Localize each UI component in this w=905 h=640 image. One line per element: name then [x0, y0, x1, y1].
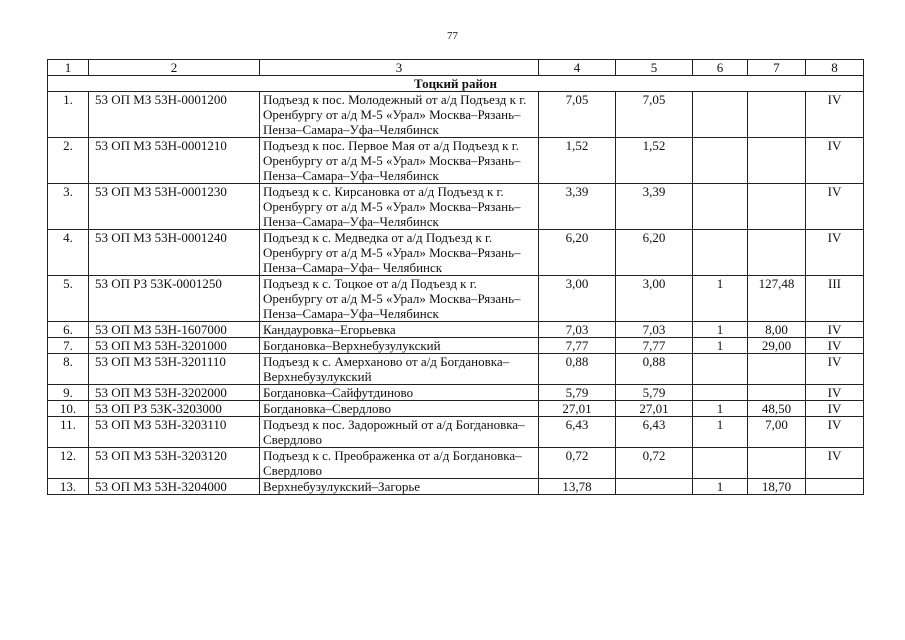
road-id: 53 ОП МЗ 53Н-3204000 [89, 479, 260, 495]
column-7-value [748, 184, 806, 230]
header-row [48, 60, 864, 76]
column-7-value [748, 230, 806, 276]
column-6-value [693, 230, 748, 276]
row-number: 11. [48, 417, 89, 448]
total-length: 3,00 [539, 276, 616, 322]
road-id: 53 ОП МЗ 53Н-1607000 [89, 322, 260, 338]
table-row [48, 230, 864, 276]
road-category: IV [806, 138, 864, 184]
column-5-value: 7,05 [616, 92, 693, 138]
table-row [48, 479, 864, 495]
road-name: Подъезд к пос. Задорожный от а/д Богдановка–Свердлово [260, 417, 539, 448]
table-row [48, 338, 864, 354]
road-name: Подъезд к с. Кирсановка от а/д Подъезд к г. Оренбургу от а/д М-5 «Урал» Москва–Рязань–Пенза–Самара–Уфа–Челябинск [260, 184, 539, 230]
column-header: 8 [806, 60, 864, 76]
column-header: 3 [260, 60, 539, 76]
road-name: Кандауровка–Егорьевка [260, 322, 539, 338]
road-id: 53 ОП МЗ 53Н-3202000 [89, 385, 260, 401]
column-header: 5 [616, 60, 693, 76]
column-6-value: 1 [693, 401, 748, 417]
road-name: Богдановка–Верхнебузулукский [260, 338, 539, 354]
road-id: 53 ОП РЗ 53К-0001250 [89, 276, 260, 322]
road-category: IV [806, 184, 864, 230]
road-name: Богдановка–Свердлово [260, 401, 539, 417]
column-6-value [693, 448, 748, 479]
road-name: Подъезд к с. Тоцкое от а/д Подъезд к г. Оренбургу от а/д М-5 «Урал» Москва–Рязань–Пенза–Самара–Уфа–Челябинск [260, 276, 539, 322]
row-number: 4. [48, 230, 89, 276]
total-length: 7,03 [539, 322, 616, 338]
road-id: 53 ОП МЗ 53Н-3201110 [89, 354, 260, 385]
column-header: 7 [748, 60, 806, 76]
district-heading: Тоцкий район [48, 76, 864, 92]
column-6-value [693, 385, 748, 401]
row-number: 1. [48, 92, 89, 138]
road-name: Подъезд к пос. Первое Мая от а/д Подъезд к г. Оренбургу от а/д М-5 «Урал» Москва–Рязань–Пенза–Самара–Уфа–Челябинск [260, 138, 539, 184]
table-row [48, 417, 864, 448]
column-7-value: 48,50 [748, 401, 806, 417]
column-7-value: 127,48 [748, 276, 806, 322]
road-name: Верхнебузулукский–Загорье [260, 479, 539, 495]
table-row [48, 276, 864, 322]
row-number: 9. [48, 385, 89, 401]
column-7-value [748, 385, 806, 401]
row-number: 7. [48, 338, 89, 354]
road-name: Подъезд к с. Преображенка от а/д Богдановка–Свердлово [260, 448, 539, 479]
column-6-value [693, 354, 748, 385]
road-id: 53 ОП МЗ 53Н-3203120 [89, 448, 260, 479]
total-length: 6,20 [539, 230, 616, 276]
column-5-value: 0,88 [616, 354, 693, 385]
road-name: Подъезд к с. Медведка от а/д Подъезд к г. Оренбургу от а/д М-5 «Урал» Москва–Рязань–Пенза–Самара–Уфа– Челябинск [260, 230, 539, 276]
table-row [48, 138, 864, 184]
table-row [48, 322, 864, 338]
row-number: 3. [48, 184, 89, 230]
row-number: 13. [48, 479, 89, 495]
column-6-value: 1 [693, 338, 748, 354]
column-5-value: 0,72 [616, 448, 693, 479]
column-7-value [748, 92, 806, 138]
column-header: 6 [693, 60, 748, 76]
column-5-value: 5,79 [616, 385, 693, 401]
road-name: Подъезд к с. Амерханово от а/д Богдановка–Верхнебузулукский [260, 354, 539, 385]
road-id: 53 ОП МЗ 53Н-0001240 [89, 230, 260, 276]
column-6-value [693, 92, 748, 138]
road-category: IV [806, 354, 864, 385]
road-id: 53 ОП МЗ 53Н-0001210 [89, 138, 260, 184]
column-6-value [693, 184, 748, 230]
column-6-value [693, 138, 748, 184]
table-row [48, 401, 864, 417]
table-row [48, 448, 864, 479]
road-id: 53 ОП МЗ 53Н-3203110 [89, 417, 260, 448]
column-6-value: 1 [693, 479, 748, 495]
column-header: 1 [48, 60, 89, 76]
total-length: 0,72 [539, 448, 616, 479]
column-6-value: 1 [693, 276, 748, 322]
column-7-value [748, 138, 806, 184]
road-id: 53 ОП МЗ 53Н-0001200 [89, 92, 260, 138]
row-number: 10. [48, 401, 89, 417]
road-name: Подъезд к пос. Молодежный от а/д Подъезд к г. Оренбургу от а/д М-5 «Урал» Москва–Рязань–Пенза–Самара–Уфа–Челябинск [260, 92, 539, 138]
page-number: 77 [447, 30, 458, 42]
column-5-value: 6,20 [616, 230, 693, 276]
total-length: 27,01 [539, 401, 616, 417]
column-5-value: 7,03 [616, 322, 693, 338]
column-5-value: 3,00 [616, 276, 693, 322]
column-5-value: 1,52 [616, 138, 693, 184]
road-category: IV [806, 417, 864, 448]
column-header: 4 [539, 60, 616, 76]
row-number: 2. [48, 138, 89, 184]
row-number: 6. [48, 322, 89, 338]
column-5-value: 3,39 [616, 184, 693, 230]
column-5-value [616, 479, 693, 495]
total-length: 13,78 [539, 479, 616, 495]
road-category: IV [806, 401, 864, 417]
road-id: 53 ОП РЗ 53К-3203000 [89, 401, 260, 417]
road-category: IV [806, 230, 864, 276]
total-length: 5,79 [539, 385, 616, 401]
total-length: 3,39 [539, 184, 616, 230]
road-category: III [806, 276, 864, 322]
table-row [48, 354, 864, 385]
column-6-value: 1 [693, 322, 748, 338]
road-category: IV [806, 322, 864, 338]
column-7-value: 29,00 [748, 338, 806, 354]
total-length: 7,77 [539, 338, 616, 354]
total-length: 0,88 [539, 354, 616, 385]
column-7-value [748, 354, 806, 385]
road-category: IV [806, 448, 864, 479]
total-length: 6,43 [539, 417, 616, 448]
column-7-value: 8,00 [748, 322, 806, 338]
table-row [48, 92, 864, 138]
row-number: 8. [48, 354, 89, 385]
total-length: 1,52 [539, 138, 616, 184]
column-7-value: 18,70 [748, 479, 806, 495]
road-category: IV [806, 338, 864, 354]
table-row [48, 385, 864, 401]
column-7-value [748, 448, 806, 479]
road-id: 53 ОП МЗ 53Н-0001230 [89, 184, 260, 230]
district-row [48, 76, 864, 92]
road-category: IV [806, 92, 864, 138]
road-category [806, 479, 864, 495]
column-header: 2 [89, 60, 260, 76]
total-length: 7,05 [539, 92, 616, 138]
road-name: Богдановка–Сайфутдиново [260, 385, 539, 401]
road-category: IV [806, 385, 864, 401]
road-id: 53 ОП МЗ 53Н-3201000 [89, 338, 260, 354]
roads-table [47, 59, 864, 495]
table-row [48, 184, 864, 230]
column-5-value: 27,01 [616, 401, 693, 417]
column-5-value: 7,77 [616, 338, 693, 354]
column-6-value: 1 [693, 417, 748, 448]
column-5-value: 6,43 [616, 417, 693, 448]
row-number: 5. [48, 276, 89, 322]
row-number: 12. [48, 448, 89, 479]
column-7-value: 7,00 [748, 417, 806, 448]
